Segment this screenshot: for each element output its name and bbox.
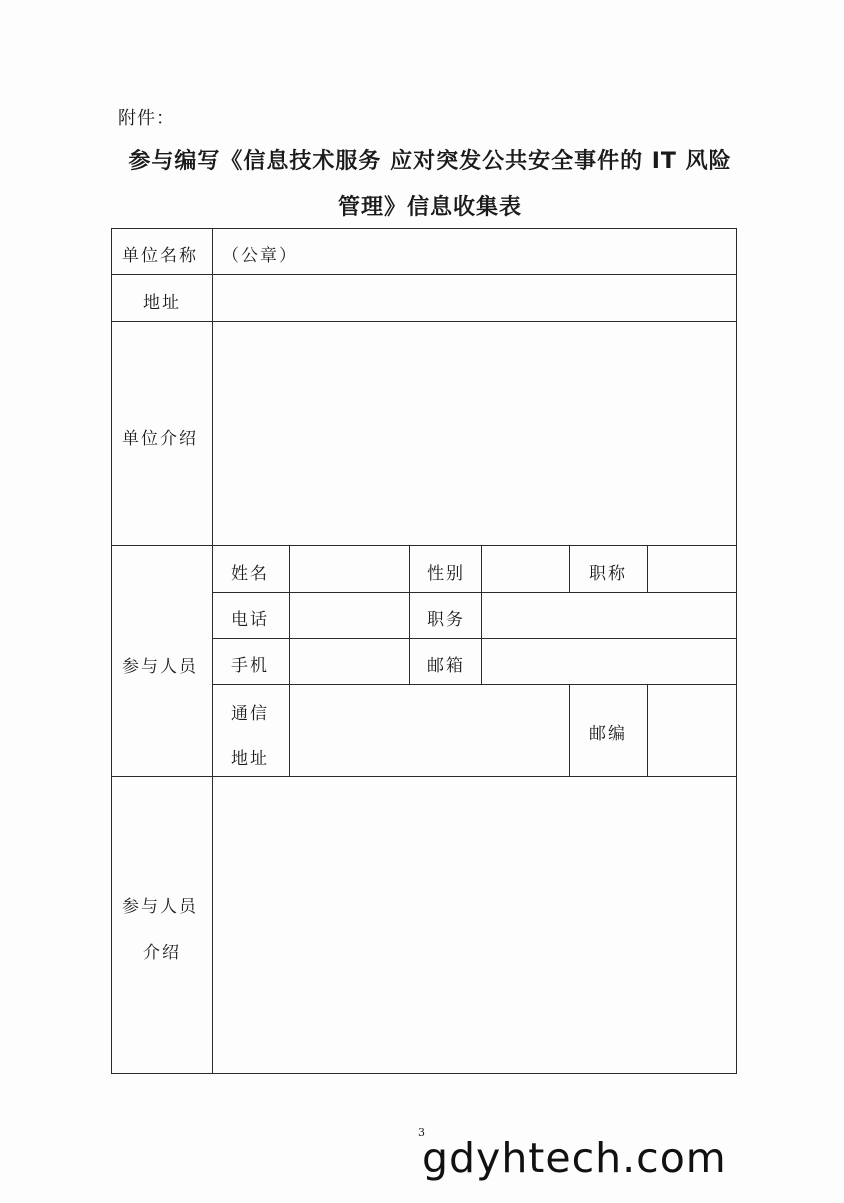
table-border-right (736, 228, 737, 1073)
row-divider (212, 638, 737, 639)
column-divider (647, 684, 648, 776)
row-divider (212, 684, 737, 685)
postcode-label: 邮编 (589, 724, 627, 744)
address-label: 地址 (143, 293, 181, 313)
table-border-top (111, 228, 737, 229)
row-divider (111, 321, 737, 322)
page-number: 3 (418, 1126, 425, 1139)
column-divider (569, 684, 570, 776)
participant-intro-label-line1: 参与人员 (122, 897, 198, 917)
mailing-address-label-line2: 地址 (231, 749, 269, 769)
column-divider (409, 545, 410, 684)
phone-label: 电话 (231, 610, 269, 630)
row-divider (111, 274, 737, 275)
unit-name-value[interactable]: （公章） (222, 246, 298, 266)
form-title-line2: 管理》信息收集表 (337, 195, 522, 220)
row-divider (111, 545, 737, 546)
email-label: 邮箱 (427, 656, 465, 676)
unit-intro-label: 单位介绍 (122, 429, 198, 449)
label-column-divider (212, 228, 213, 1073)
gender-label: 性别 (427, 564, 465, 584)
column-divider (647, 545, 648, 592)
form-title-line1: 参与编写《信息技术服务 应对突发公共安全事件的 IT 风险 (128, 149, 732, 174)
attachment-label: 附件： (118, 108, 175, 129)
column-divider (481, 545, 482, 684)
position-label: 职务 (427, 610, 465, 630)
table-border-bottom (111, 1073, 737, 1074)
job-title-label: 职称 (589, 564, 627, 584)
column-divider (289, 545, 290, 776)
watermark-text: gdyhtech.com (422, 1134, 727, 1182)
column-divider (569, 545, 570, 592)
table-border-left (111, 228, 112, 1073)
participant-intro-label-line2: 介绍 (143, 943, 181, 963)
participants-label: 参与人员 (122, 657, 198, 677)
row-divider (111, 776, 737, 777)
unit-name-label: 单位名称 (122, 246, 198, 266)
row-divider (212, 592, 737, 593)
mobile-label: 手机 (231, 656, 269, 676)
mailing-address-label-line1: 通信 (231, 704, 269, 724)
name-label: 姓名 (231, 564, 269, 584)
